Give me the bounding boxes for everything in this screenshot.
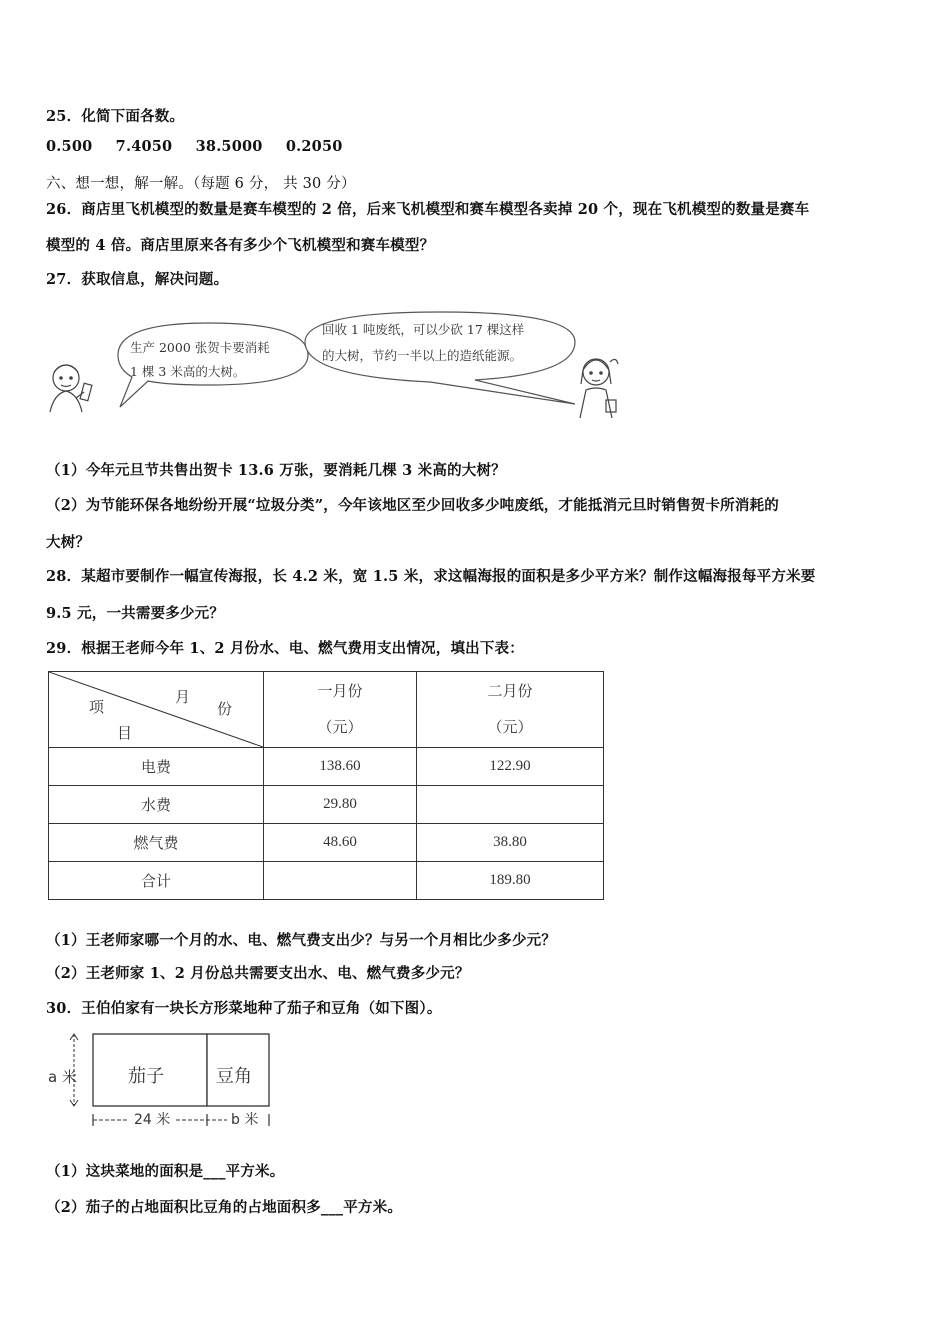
q27-sub1: （1）今年元旦节共售出贺卡 13.6 万张，要消耗几棵 3 米高的大树？ [46, 462, 506, 479]
cell-feb [417, 786, 604, 824]
q26-line1: 26．商店里飞机模型的数量是赛车模型的 2 倍，后来飞机模型和赛车模型各卖掉 20 个，现在飞机模型的数量是赛车 [46, 201, 810, 218]
cell-jan: 29.80 [264, 786, 417, 824]
col-header-jan-title: 一月份 [317, 683, 363, 700]
eggplant-label: 茄子 [128, 1066, 164, 1087]
q29-sub2: （2）王老师家 1、2 月份总共需要支出水、电、燃气费多少元？ [46, 965, 470, 982]
q25-number: 38.5000 [195, 138, 263, 155]
row-label: 燃气费 [49, 824, 264, 862]
cell-feb: 122.90 [417, 748, 604, 786]
q25-number: 7.4050 [115, 138, 173, 155]
q25-numbers [46, 138, 361, 155]
row-label: 合计 [49, 862, 264, 900]
table-header-row [49, 672, 604, 748]
table-corner-cell [49, 672, 264, 748]
col-header-jan [264, 672, 417, 748]
col-header-jan-unit: （元） [317, 719, 363, 736]
girl-figure-icon [580, 359, 618, 418]
right-bubble-line1: 回收 1 吨废纸，可以少砍 17 棵这样 [322, 322, 525, 337]
cell-feb: 38.80 [417, 824, 604, 862]
left-speech-bubble [118, 323, 308, 407]
cell-jan [264, 862, 417, 900]
q28-line1: 28．某超市要制作一幅宣传海报，长 4.2 米，宽 1.5 米，求这幅海报的面积是多少平方米？制作这幅海报每平方米要 [46, 568, 816, 585]
col-header-feb [417, 672, 604, 748]
table-row [49, 862, 604, 900]
q27-sub2-line2: 大树？ [46, 534, 91, 551]
corner-item-2: 目 [117, 726, 133, 742]
row-label: 水费 [49, 786, 264, 824]
table-row [49, 786, 604, 824]
width-24-label: 24 米 [134, 1112, 171, 1128]
right-speech-bubble [305, 312, 575, 404]
corner-item-1: 项 [89, 700, 105, 716]
expense-table [48, 671, 604, 900]
beans-label: 豆角 [216, 1066, 252, 1087]
q30-title: 30．王伯伯家有一块长方形菜地种了茄子和豆角（如下图）。 [46, 1000, 442, 1017]
corner-month-2: 份 [217, 702, 233, 718]
man-figure-icon [50, 365, 92, 412]
col-header-feb-unit: （元） [487, 719, 533, 736]
table-row [49, 824, 604, 862]
q29-sub1: （1）王老师家哪一个月的水、电、燃气费支出少？与另一个月相比少多少元？ [46, 932, 557, 949]
vegetable-field-diagram [46, 1030, 306, 1130]
left-bubble-line2: 1 棵 3 米高的大树。 [130, 364, 246, 379]
q28-line2: 9.5 元，一共需要多少元？ [46, 605, 225, 622]
table-row [49, 748, 604, 786]
q29-title: 29．根据王老师今年 1、2 月份水、电、燃气费用支出情况，填出下表： [46, 640, 524, 657]
height-label: a 米 [48, 1068, 77, 1086]
right-bubble-line2: 的大树，节约一半以上的造纸能源。 [322, 348, 523, 363]
cell-jan: 138.60 [264, 748, 417, 786]
q27-sub2-line1: （2）为节能环保各地纷纷开展“垃圾分类”，今年该地区至少回收多少吨废纸，才能抵消元旦时销售贺卡所消耗的 [46, 497, 779, 514]
q25-title: 25．化简下面各数。 [46, 108, 185, 125]
q26-line2: 模型的 4 倍。商店里原来各有多少个飞机模型和赛车模型？ [46, 237, 435, 254]
row-label: 电费 [49, 748, 264, 786]
col-header-feb-title: 二月份 [487, 683, 533, 700]
q30-sub2: （2）茄子的占地面积比豆角的占地面积多___平方米。 [46, 1199, 403, 1216]
cell-feb: 189.80 [417, 862, 604, 900]
left-bubble-line1: 生产 2000 张贺卡要消耗 [130, 340, 270, 355]
q27-title: 27．获取信息，解决问题。 [46, 271, 229, 288]
cell-jan: 48.60 [264, 824, 417, 862]
q30-sub1: （1）这块菜地的面积是___平方米。 [46, 1163, 285, 1180]
q25-number: 0.2050 [285, 138, 343, 155]
q25-number: 0.500 [46, 138, 93, 155]
section-heading: 六、想一想，解一解。（每题 6 分， 共 30 分） [46, 176, 356, 192]
width-b-label: b 米 [231, 1112, 259, 1128]
corner-month-1: 月 [175, 690, 191, 706]
q27-illustration [40, 300, 640, 430]
